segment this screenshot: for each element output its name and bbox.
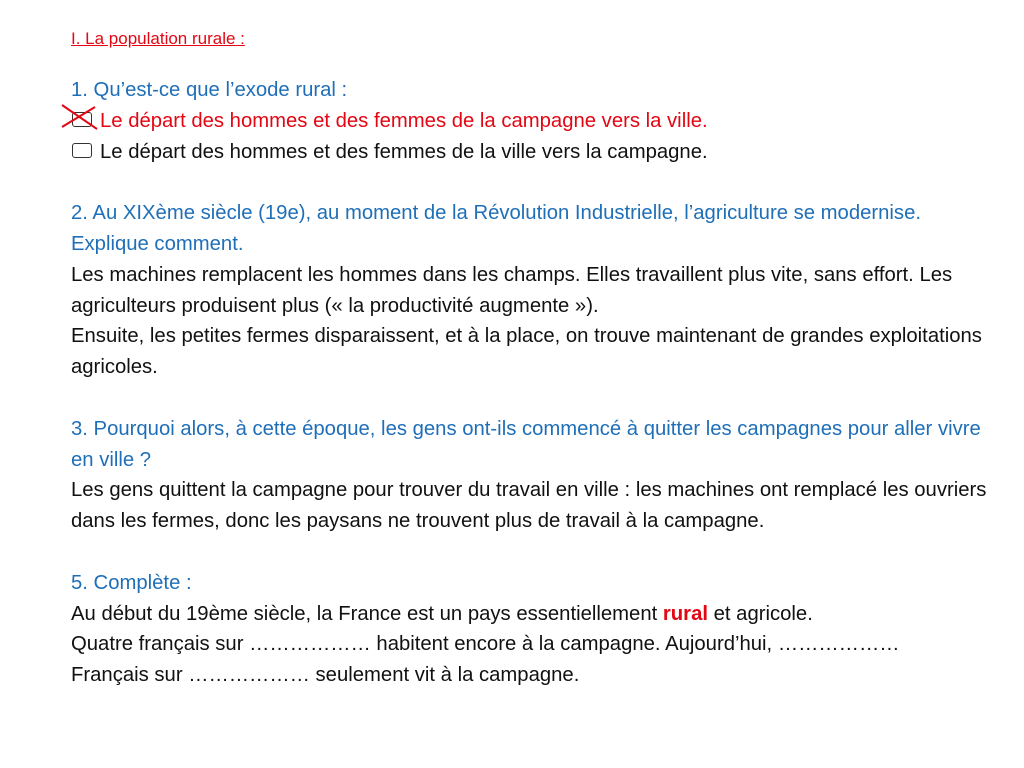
fill-sentence-2: Quatre français sur ……………… habitent encore à la campagne. Aujourd’hui, ………………	[71, 633, 900, 656]
fill-sentence-1-start: Au début du 19ème siècle, la France est un pays essentiellement	[71, 602, 663, 625]
question-2: 2. Au XIXème siècle (19e), au moment de la Révolution Industrielle, l’agriculture se modernise. Explique comment.	[71, 202, 921, 255]
fill-sentence-1-end: et agricole.	[707, 602, 813, 625]
checkbox-box	[72, 143, 92, 158]
checked-checkbox[interactable]	[69, 111, 90, 128]
answer-3: Les gens quittent la campagne pour trouver du travail en ville : les machines ont remplacé les ouvriers dans les fermes, donc les paysans ne trouvent plus de travail à la campagne.	[71, 479, 987, 533]
fill-sentence-3: Français sur ……………… seulement vit à la campagne.	[71, 664, 580, 687]
question-1: 1. Qu’est-ce que l’exode rural :	[71, 79, 348, 101]
question-3: 3. Pourquoi alors, à cette époque, les gens ont-ils commencé à quitter les campagnes pour aller vivre en ville ?	[71, 417, 981, 471]
fill-answer-rural: rural	[662, 602, 708, 625]
section-title: I. La population rurale :	[71, 29, 245, 48]
answer-2-paragraph-2: Ensuite, les petites fermes disparaissent, et à la place, on trouve maintenant de grandes exploitations agricoles.	[71, 325, 982, 379]
spacer	[71, 383, 1001, 414]
spacer	[71, 537, 1001, 568]
worksheet-content	[71, 75, 1001, 691]
unchecked-checkbox[interactable]	[69, 142, 90, 159]
option-checked-row	[69, 106, 1001, 137]
answer-2-paragraph-1: Les machines remplacent les hommes dans les champs. Elles travaillent plus vite, sans effort. Les agriculteurs produisent plus (« la productivité augmente »).	[71, 263, 953, 317]
option-unchecked-row	[69, 137, 1001, 168]
spacer	[71, 167, 1001, 198]
option-checked-label: Le départ des hommes et des femmes de la campagne vers la ville.	[100, 109, 708, 132]
question-5: 5. Complète :	[71, 571, 192, 594]
option-unchecked-label: Le départ des hommes et des femmes de la ville vers la campagne.	[100, 140, 708, 163]
fill-sentence-1	[71, 599, 1001, 630]
red-cross-check-icon	[57, 103, 105, 133]
